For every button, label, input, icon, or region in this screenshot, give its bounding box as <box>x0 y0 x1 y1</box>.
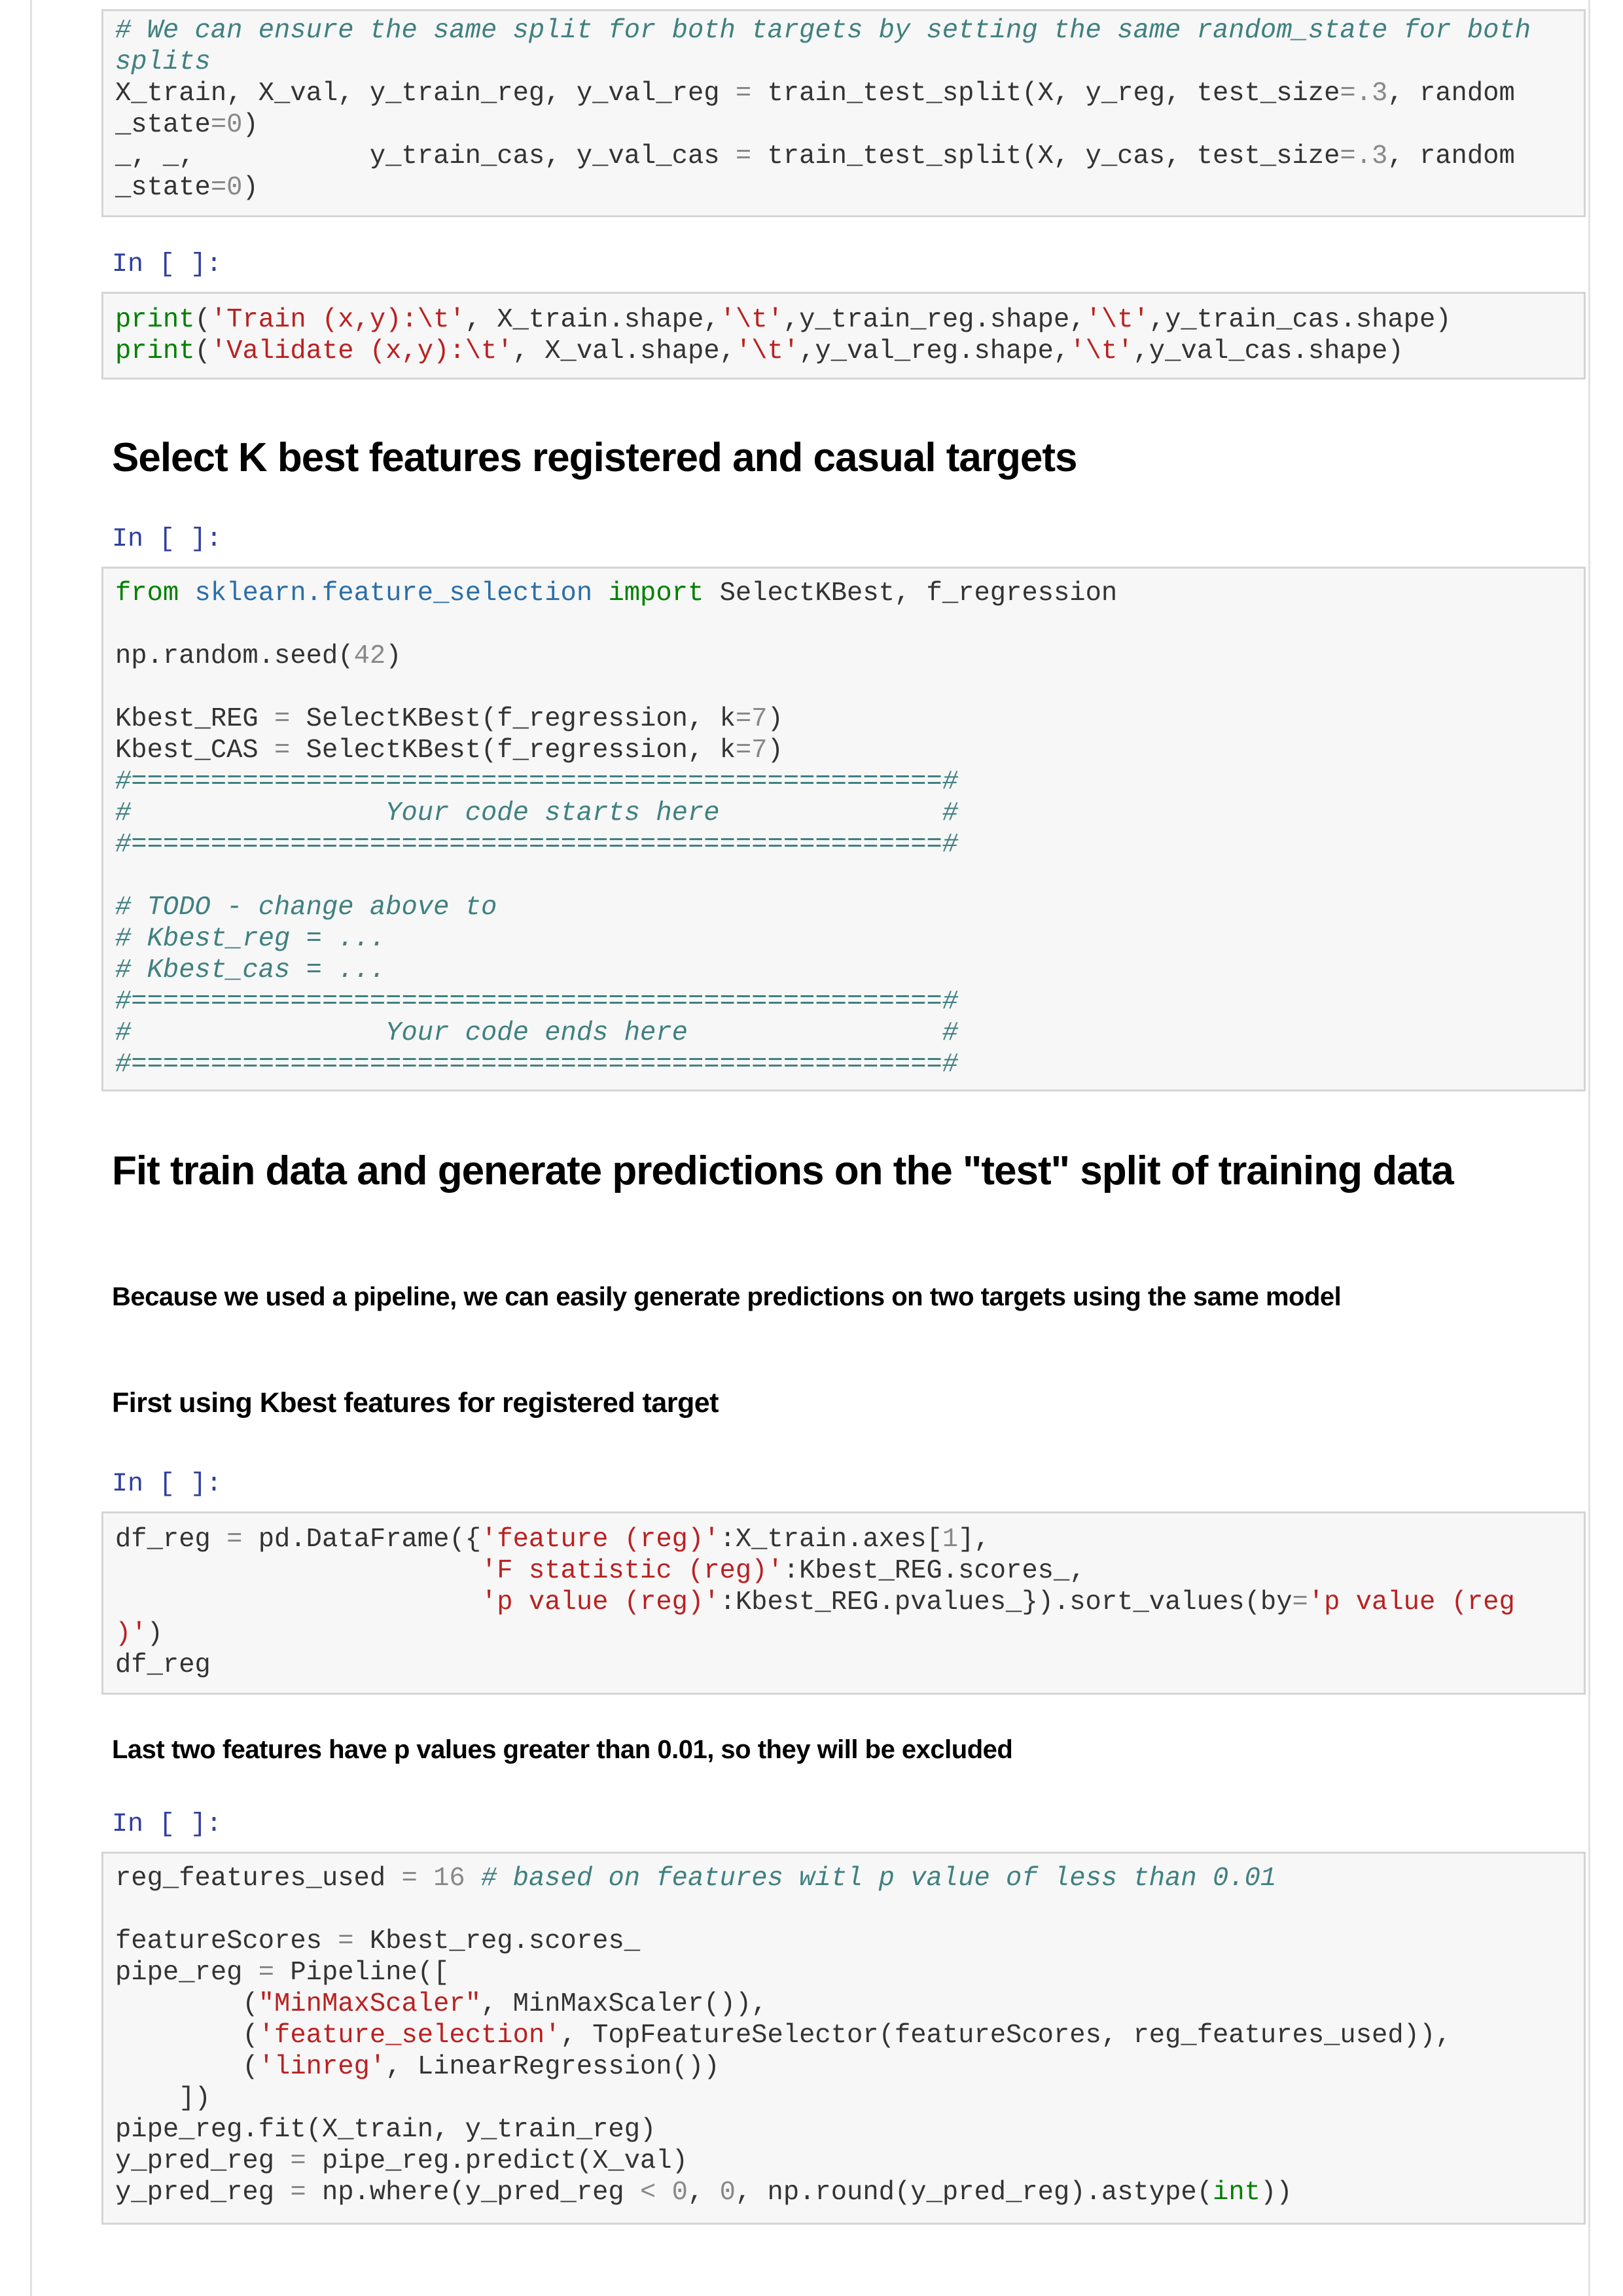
code-token: , X_val.shape, <box>512 336 736 366</box>
code-token: print <box>115 305 195 335</box>
code-token: = <box>1340 79 1356 109</box>
code-token: ,y_train_reg.shape, <box>783 305 1086 335</box>
code-token: , LinearRegression()) <box>385 2052 720 2082</box>
code-token: np.where(y_pred_reg <box>306 2178 641 2208</box>
code-line <box>115 304 1567 336</box>
code-line <box>115 1988 1567 2020</box>
code-line <box>115 2051 1567 2083</box>
code-line <box>115 860 1567 892</box>
code-token: #===================================================# <box>115 830 959 860</box>
code-line <box>115 15 1567 46</box>
code-token: = <box>338 1926 354 1956</box>
code-token: =0 <box>210 173 243 203</box>
code-line <box>115 892 1567 923</box>
code-token: , X_train.shape, <box>465 305 720 335</box>
code-line <box>115 336 1567 367</box>
code-line <box>115 1957 1567 1988</box>
code-token: 'Validate (x,y):\t' <box>210 336 513 366</box>
code-line <box>115 2020 1567 2051</box>
code-token: Kbest_reg.scores_ <box>353 1926 641 1956</box>
code-line <box>115 609 1567 641</box>
code-line <box>115 641 1567 672</box>
code-line <box>115 1017 1567 1049</box>
code-line <box>115 109 1567 141</box>
code-token: :Kbest_REG.pvalues_}).sort_values(by <box>719 1587 1293 1617</box>
code-token: sklearn.feature_selection <box>194 578 593 609</box>
code-line <box>115 986 1567 1017</box>
code-line <box>115 141 1567 172</box>
code-token: , random <box>1387 141 1515 171</box>
code-token: print <box>115 336 195 366</box>
code-token: #===================================================# <box>115 987 959 1017</box>
code-line <box>115 703 1567 735</box>
code-token <box>656 2178 671 2208</box>
code-token: ) <box>385 641 402 671</box>
code-editor[interactable] <box>115 1863 1567 2208</box>
code-token: ) <box>147 1619 163 1649</box>
code-token: Kbest_CAS <box>115 735 275 766</box>
code-token: =7 <box>735 704 768 734</box>
code-token: ( <box>115 2052 259 2082</box>
code-token: ]) <box>115 2083 211 2113</box>
code-line <box>115 798 1567 829</box>
code-token: 1 <box>942 1525 959 1555</box>
code-token: ( <box>194 305 211 335</box>
code-token: df_reg <box>115 1650 211 1680</box>
code-token: , MinMaxScaler()), <box>481 1989 768 2019</box>
code-token <box>115 1556 481 1586</box>
code-line <box>115 2083 1567 2114</box>
code-line <box>115 1049 1567 1080</box>
code-token <box>418 1863 433 1894</box>
code-token: 'linreg' <box>258 2052 386 2082</box>
code-token: :Kbest_REG.scores_, <box>783 1556 1086 1586</box>
excluded-features-note: Last two features have p values greater than 0.01, so they will be excluded <box>112 1735 1013 1764</box>
code-token: '\t' <box>735 336 800 366</box>
code-token: pipe_reg.predict(X_val) <box>306 2146 688 2176</box>
code-token: "MinMaxScaler" <box>258 1989 482 2019</box>
code-token: int <box>1213 2178 1260 2208</box>
code-token: , <box>687 2178 720 2208</box>
code-token: 16 <box>433 1863 465 1894</box>
code-token: # Your code ends here # <box>115 1018 959 1048</box>
code-line <box>115 955 1567 986</box>
code-token: , TopFeatureSelector(featureScores, reg_features_used)), <box>560 2021 1452 2051</box>
code-token: = <box>290 2146 306 2176</box>
code-cell-select-kbest[interactable] <box>101 567 1586 1091</box>
code-editor[interactable] <box>115 15 1567 203</box>
code-token: pd.DataFrame({ <box>242 1525 482 1555</box>
code-line <box>115 578 1567 609</box>
code-line <box>115 1524 1567 1555</box>
code-token <box>465 1863 481 1894</box>
code-token: ) <box>767 704 783 734</box>
code-token: 42 <box>353 641 386 671</box>
code-token: = <box>735 79 752 109</box>
code-token: , random <box>1387 79 1515 109</box>
code-token: Pipeline([ <box>274 1958 450 1988</box>
code-line <box>115 1618 1567 1650</box>
code-token: = <box>401 1863 418 1894</box>
code-token: SelectKBest(f_regression, k <box>290 704 736 734</box>
code-token: 'p value (reg)' <box>481 1587 720 1617</box>
code-token <box>592 578 608 609</box>
code-token: train_test_split(X, y_reg, test_size <box>751 79 1340 109</box>
code-token: 'F statistic (reg)' <box>481 1556 783 1586</box>
code-token: < <box>640 2178 656 2208</box>
code-cell-pipeline[interactable] <box>101 1852 1586 2225</box>
code-token: splits <box>115 47 211 77</box>
code-token: 'feature (reg)' <box>481 1525 720 1555</box>
code-editor[interactable] <box>115 578 1567 1080</box>
code-token <box>115 1587 481 1617</box>
code-line <box>115 766 1567 798</box>
code-token: ) <box>242 173 259 203</box>
code-token: y_pred_reg <box>115 2146 291 2176</box>
code-token: #===================================================# <box>115 767 959 797</box>
code-token: import <box>608 578 704 609</box>
code-token: Kbest_REG <box>115 704 275 734</box>
code-token: # We can ensure the same split for both targets by setting the same random_state for both <box>115 16 1531 46</box>
code-token: = <box>258 1958 275 1988</box>
code-editor[interactable] <box>115 1524 1567 1681</box>
code-token: = <box>226 1525 243 1555</box>
code-line <box>115 78 1567 109</box>
code-token: X_train, X_val, y_train_reg, y_val_reg <box>115 79 736 109</box>
code-line <box>115 1587 1567 1618</box>
code-token: ,y_val_cas.shape) <box>1133 336 1404 366</box>
code-token: ( <box>115 1989 259 2019</box>
code-token: = <box>1292 1587 1308 1617</box>
code-token: ) <box>767 735 783 766</box>
code-token: 0 <box>719 2178 736 2208</box>
code-token: '\t' <box>1069 336 1133 366</box>
code-line <box>115 172 1567 203</box>
heading-first-using: First using Kbest features for registered target <box>112 1387 719 1419</box>
code-token: df_reg <box>115 1525 227 1555</box>
code-line <box>115 1650 1567 1681</box>
code-token: # Your code starts here # <box>115 798 959 828</box>
code-token: SelectKBest, f_regression <box>704 578 1118 609</box>
code-line <box>115 735 1567 766</box>
code-token: # Kbest_cas = ... <box>115 955 386 985</box>
code-cell-print-shapes[interactable] <box>101 292 1586 380</box>
code-token: pipe_reg <box>115 1958 259 1988</box>
code-token: ], <box>958 1525 990 1555</box>
pipeline-note: Because we used a pipeline, we can easily generate predictions on two targets using the same model <box>112 1282 1342 1311</box>
code-line <box>115 1894 1567 1926</box>
code-token: # TODO - change above to <box>115 892 497 923</box>
cell-prompt: In [ ]: <box>112 525 223 554</box>
heading-select-kbest: Select K best features registered and casual targets <box>112 435 1077 480</box>
code-line <box>115 1555 1567 1587</box>
code-token: 0 <box>671 2178 688 2208</box>
code-token: ,y_train_cas.shape) <box>1149 305 1452 335</box>
code-cell-split[interactable] <box>101 9 1586 217</box>
cell-prompt: In [ ]: <box>112 250 223 279</box>
code-line <box>115 2177 1567 2208</box>
code-token: ) <box>242 110 259 140</box>
code-token: 'Train (x,y):\t' <box>210 305 465 335</box>
code-token: =0 <box>210 110 243 140</box>
code-token: .3 <box>1355 79 1388 109</box>
code-token: = <box>290 2178 306 2208</box>
code-token: ( <box>115 2021 259 2051</box>
code-editor[interactable] <box>115 304 1567 367</box>
code-token: = <box>274 704 291 734</box>
heading-fit-train: Fit train data and generate predictions on the "test" split of training data <box>112 1148 1454 1193</box>
code-token: # Kbest_reg = ... <box>115 924 386 954</box>
notebook-page <box>30 0 1590 2296</box>
code-token: ( <box>194 336 211 366</box>
code-token: '\t' <box>1085 305 1149 335</box>
code-token: )) <box>1260 2178 1293 2208</box>
code-token: # based on features witl p value of less than 0.01 <box>481 1863 1277 1894</box>
code-token: = <box>274 735 291 766</box>
code-token: from <box>115 578 179 609</box>
code-token: ,y_val_reg.shape, <box>799 336 1070 366</box>
code-token: , np.round(y_pred_reg).astype( <box>735 2178 1213 2208</box>
code-token: #===================================================# <box>115 1050 959 1080</box>
code-token: 'feature_selection' <box>258 2021 561 2051</box>
code-line <box>115 1926 1567 1957</box>
code-token: reg_features_used <box>115 1863 402 1894</box>
code-cell-dataframe[interactable] <box>101 1511 1586 1695</box>
code-token: '\t' <box>719 305 783 335</box>
code-token: pipe_reg.fit(X_train, y_train_reg) <box>115 2115 656 2145</box>
code-token: _state <box>115 110 211 140</box>
code-line <box>115 1863 1567 1894</box>
code-line <box>115 923 1567 955</box>
code-token: SelectKBest(f_regression, k <box>290 735 736 766</box>
code-token: _state <box>115 173 211 203</box>
code-token: featureScores <box>115 1926 338 1956</box>
code-line <box>115 672 1567 703</box>
code-token: np.random.seed( <box>115 641 354 671</box>
code-line <box>115 829 1567 860</box>
code-token: .3 <box>1355 141 1388 171</box>
code-token: =7 <box>735 735 768 766</box>
code-line <box>115 46 1567 78</box>
code-token: = <box>735 141 752 171</box>
code-line <box>115 2146 1567 2177</box>
code-token: = <box>1340 141 1356 171</box>
cell-prompt: In [ ]: <box>112 1470 223 1499</box>
code-token: train_test_split(X, y_cas, test_size <box>751 141 1340 171</box>
code-token <box>179 578 194 609</box>
code-token: :X_train.axes[ <box>719 1525 942 1555</box>
code-line <box>115 2114 1567 2146</box>
code-token: )' <box>115 1619 147 1649</box>
cell-prompt: In [ ]: <box>112 1810 223 1839</box>
code-token: y_pred_reg <box>115 2178 291 2208</box>
code-token: 'p value (reg <box>1308 1587 1515 1617</box>
code-token: _, _, y_train_cas, y_val_cas <box>115 141 736 171</box>
